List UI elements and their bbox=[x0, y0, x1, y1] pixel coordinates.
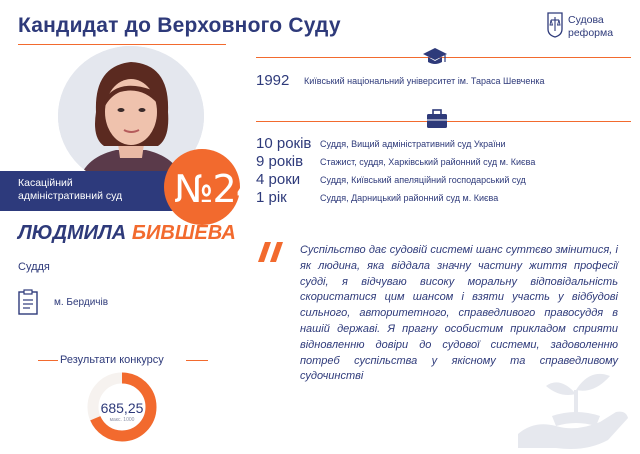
education-institution: Київський національний університет ім. Тараса Шевченка bbox=[304, 76, 545, 86]
candidate-position: Суддя bbox=[18, 261, 50, 273]
page-title: Кандидат до Верховного Суду bbox=[18, 14, 341, 37]
plant-hand-icon bbox=[516, 356, 632, 452]
career-duration: 1 рік bbox=[256, 189, 287, 206]
clipboard-icon bbox=[18, 289, 38, 315]
career-duration: 4 роки bbox=[256, 171, 301, 188]
results-divider-right bbox=[186, 360, 208, 361]
score-max: макс. 1000 bbox=[109, 417, 135, 423]
results-title: Результати конкурсу bbox=[60, 354, 164, 366]
results-divider-left bbox=[38, 360, 58, 361]
candidate-quote: Суспільство дає судовій системі шанс суттєво змінитися, і як людина, яка віддала значну частину життя професії судді, я відчуваю високу моральну відповідальність скористатися цим шансом і взяти участь у відбудові сильного, авторитетного, справедливого правосуддя в нашій державі. Я прагну особистим прикладом сприяти відновленню довіри до судової системи, задоволенню потреб суспільства у якісному та справедливому судочинстві bbox=[300, 244, 618, 383]
score-value: 685,25 bbox=[100, 400, 144, 416]
candidate-name bbox=[18, 222, 236, 245]
court-line-1: Касаційний bbox=[18, 177, 73, 189]
career-duration: 9 років bbox=[256, 153, 304, 170]
candidate-city: м. Бердичів bbox=[54, 297, 109, 308]
first-name: ЛЮДМИЛА bbox=[18, 222, 127, 244]
sudova-reforma-logo[interactable] bbox=[546, 12, 630, 42]
candidate-number: №24 bbox=[174, 167, 259, 211]
graduation-cap-icon bbox=[422, 46, 448, 66]
career-description: Суддя, Вищий адміністративний суд України bbox=[320, 139, 506, 149]
education-year: 1992 bbox=[256, 72, 290, 89]
career-description: Суддя, Дарницький районний суд м. Києва bbox=[320, 193, 499, 203]
briefcase-icon bbox=[426, 109, 448, 129]
logo-line-1: Судова bbox=[568, 14, 604, 26]
scales-icon bbox=[546, 12, 564, 38]
career-description: Суддя, Київський апеляційний господарський суд bbox=[320, 175, 526, 185]
career-description: Стажист, суддя, Харківський районний суд м. Києва bbox=[320, 157, 536, 167]
title-divider bbox=[18, 44, 226, 45]
logo-line-2: реформа bbox=[568, 27, 614, 39]
last-name: БИВШЕВА bbox=[131, 222, 236, 244]
quote-icon bbox=[258, 240, 284, 264]
court-line-2: адміністративний суд bbox=[18, 190, 123, 202]
career-duration: 10 років bbox=[256, 135, 312, 152]
